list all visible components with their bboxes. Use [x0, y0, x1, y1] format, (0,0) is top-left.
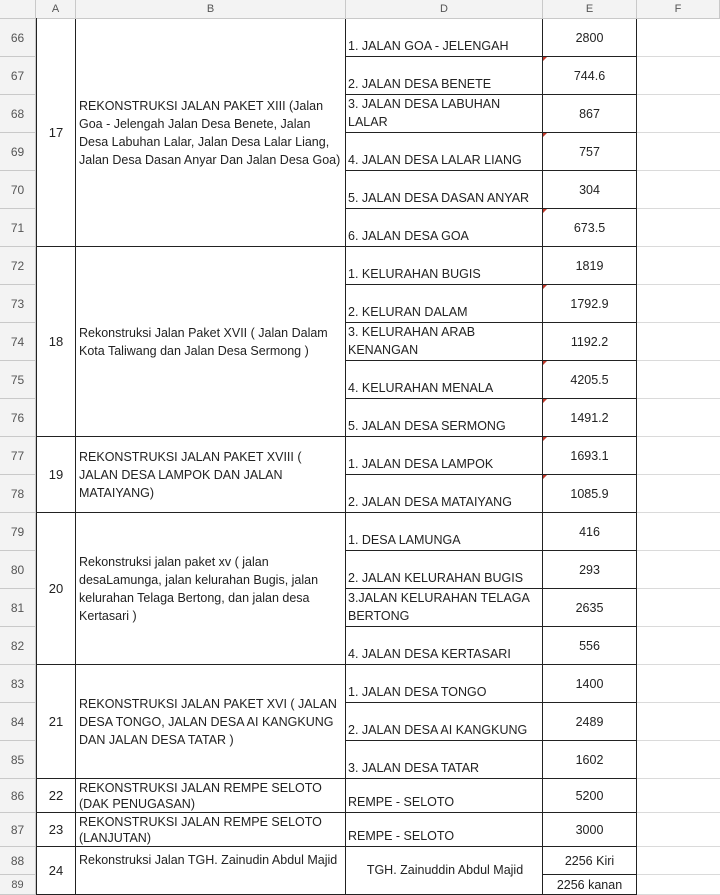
item-name-cell[interactable]: 4. KELURAHAN MENALA: [346, 361, 543, 399]
item-value-text: 673.5: [573, 220, 606, 235]
item-value-cell[interactable]: 1602: [543, 741, 637, 779]
comment-indicator-icon[interactable]: [543, 133, 547, 137]
empty-cell[interactable]: [637, 437, 720, 475]
item-name-cell[interactable]: 6. JALAN DESA GOA: [346, 209, 543, 247]
row-header-83[interactable]: 83: [0, 665, 36, 703]
item-name-cell[interactable]: 5. JALAN DESA SERMONG: [346, 399, 543, 437]
item-value-cell[interactable]: 2635: [543, 589, 637, 627]
empty-cell[interactable]: [637, 285, 720, 323]
item-name-cell[interactable]: REMPE - SELOTO: [346, 813, 543, 847]
row-header-86[interactable]: 86: [0, 779, 36, 813]
group-description-cell[interactable]: REKONSTRUKSI JALAN PAKET XVI ( JALAN DESA TONGO, JALAN DESA AI KANGKUNG DAN JALAN DESA TATAR ): [76, 665, 346, 779]
item-name-cell[interactable]: 4. JALAN DESA LALAR LIANG: [346, 133, 543, 171]
row-header-79[interactable]: 79: [0, 513, 36, 551]
empty-cell[interactable]: [637, 847, 720, 875]
item-name-cell[interactable]: 1. KELURAHAN BUGIS: [346, 247, 543, 285]
empty-cell[interactable]: [637, 703, 720, 741]
row-header-74[interactable]: 74: [0, 323, 36, 361]
group-number-cell[interactable]: 23: [37, 813, 76, 847]
empty-cell[interactable]: [637, 209, 720, 247]
column-header-f[interactable]: F: [637, 0, 720, 18]
group-number-cell[interactable]: 20: [37, 513, 76, 665]
item-value-text: 1085.9: [570, 486, 609, 501]
select-all-corner[interactable]: [0, 0, 36, 18]
row-header-73[interactable]: 73: [0, 285, 36, 323]
empty-cell[interactable]: [637, 95, 720, 133]
empty-cell[interactable]: [637, 399, 720, 437]
empty-cell[interactable]: [637, 171, 720, 209]
item-name-cell[interactable]: 2. KELURAN DALAM: [346, 285, 543, 323]
item-value-cell[interactable]: [543, 361, 637, 399]
row-header-77[interactable]: 77: [0, 437, 36, 475]
item-name-cell[interactable]: 3.JALAN KELURAHAN TELAGA BERTONG: [346, 589, 543, 627]
item-value-cell[interactable]: 2256 kanan: [543, 875, 637, 895]
item-value-text: 1792.9: [570, 296, 609, 311]
item-value-cell[interactable]: 416: [543, 513, 637, 551]
item-value-cell[interactable]: 5200: [543, 779, 637, 813]
group-description-cell[interactable]: REKONSTRUKSI JALAN PAKET XIII (Jalan Goa - Jelengah Jalan Desa Benete, Jalan Desa Labuhan Lalar, Jalan Desa Lalar Liang, Jalan Desa Dasan Anyar Dan Jalan Desa Goa): [76, 19, 346, 247]
item-value-cell[interactable]: [543, 437, 637, 475]
empty-cell[interactable]: [637, 741, 720, 779]
item-value-cell[interactable]: 3000: [543, 813, 637, 847]
empty-cell[interactable]: [637, 57, 720, 95]
item-value-cell[interactable]: 867: [543, 95, 637, 133]
item-name-cell[interactable]: 3. JALAN DESA TATAR: [346, 741, 543, 779]
comment-indicator-icon[interactable]: [543, 399, 547, 403]
item-name-cell[interactable]: 3. JALAN DESA LABUHAN LALAR: [346, 95, 543, 133]
item-name-cell[interactable]: 1. JALAN DESA LAMPOK: [346, 437, 543, 475]
empty-cell[interactable]: [637, 361, 720, 399]
group-number-cell[interactable]: 18: [37, 247, 76, 437]
row-header-66[interactable]: 66: [0, 19, 36, 57]
item-name-cell[interactable]: 2. JALAN DESA BENETE: [346, 57, 543, 95]
item-value-cell[interactable]: 1819: [543, 247, 637, 285]
row-header-69[interactable]: 69: [0, 133, 36, 171]
comment-indicator-icon[interactable]: [543, 209, 547, 213]
row-header-84[interactable]: 84: [0, 703, 36, 741]
item-name-cell[interactable]: TGH. Zainuddin Abdul Majid: [346, 847, 543, 895]
comment-indicator-icon[interactable]: [543, 285, 547, 289]
column-header-d[interactable]: D: [346, 0, 543, 18]
item-value-cell[interactable]: [543, 133, 637, 171]
group-number-cell[interactable]: 19: [37, 437, 76, 513]
row-header-88[interactable]: 88: [0, 847, 36, 875]
item-value-text: 744.6: [573, 68, 606, 83]
item-value-cell[interactable]: 2800: [543, 19, 637, 57]
empty-cell[interactable]: [637, 813, 720, 847]
group-description-cell[interactable]: Rekonstruksi Jalan TGH. Zainudin Abdul Majid: [76, 847, 346, 895]
row-header-87[interactable]: 87: [0, 813, 36, 847]
item-value-cell[interactable]: 293: [543, 551, 637, 589]
empty-cell[interactable]: [637, 627, 720, 665]
column-header-bar: [0, 0, 720, 19]
group-description-cell[interactable]: Rekonstruksi jalan paket xv ( jalan desaLamunga, jalan kelurahan Bugis, jalan kelurahan Telaga Bertong, dan jalan desa Kertasari ): [76, 513, 346, 665]
item-name-cell[interactable]: 4. JALAN DESA KERTASARI: [346, 627, 543, 665]
empty-cell[interactable]: [637, 323, 720, 361]
group-description-cell[interactable]: Rekonstruksi Jalan Paket XVII ( Jalan Dalam Kota Taliwang dan Jalan Desa Sermong ): [76, 247, 346, 437]
item-value-text: 1693.1: [570, 448, 609, 463]
comment-indicator-icon[interactable]: [543, 57, 547, 61]
empty-cell[interactable]: [637, 19, 720, 57]
row-header-68[interactable]: 68: [0, 95, 36, 133]
row-header-75[interactable]: 75: [0, 361, 36, 399]
row-header-82[interactable]: 82: [0, 627, 36, 665]
group-description-cell[interactable]: REKONSTRUKSI JALAN PAKET XVIII ( JALAN DESA LAMPOK DAN JALAN MATAIYANG): [76, 437, 346, 513]
item-value-cell[interactable]: 2256 Kiri: [543, 847, 637, 875]
column-header-e[interactable]: E: [543, 0, 637, 18]
item-value-cell[interactable]: [543, 399, 637, 437]
empty-cell[interactable]: [637, 665, 720, 703]
item-name-cell[interactable]: 5. JALAN DESA DASAN ANYAR: [346, 171, 543, 209]
item-value-cell[interactable]: 2489: [543, 703, 637, 741]
row-header-70[interactable]: 70: [0, 171, 36, 209]
row-header-76[interactable]: 76: [0, 399, 36, 437]
item-value-cell[interactable]: [543, 209, 637, 247]
item-value-cell[interactable]: [543, 57, 637, 95]
item-value-cell[interactable]: 1192.2: [543, 323, 637, 361]
empty-cell[interactable]: [637, 513, 720, 551]
item-name-cell[interactable]: 1. JALAN DESA TONGO: [346, 665, 543, 703]
item-name-cell[interactable]: REMPE - SELOTO: [346, 779, 543, 813]
item-value-cell[interactable]: 304: [543, 171, 637, 209]
row-header-67[interactable]: 67: [0, 57, 36, 95]
row-header-85[interactable]: 85: [0, 741, 36, 779]
row-header-78[interactable]: 78: [0, 475, 36, 513]
item-value-text: 1491.2: [570, 410, 609, 425]
group-number-cell[interactable]: 24: [37, 847, 76, 895]
item-value-cell[interactable]: [543, 285, 637, 323]
empty-cell[interactable]: [637, 133, 720, 171]
group-description-cell[interactable]: REKONSTRUKSI JALAN REMPE SELOTO (DAK PENUGASAN): [76, 779, 346, 813]
item-value-cell[interactable]: 1400: [543, 665, 637, 703]
group-number-cell[interactable]: 22: [37, 779, 76, 813]
empty-cell[interactable]: [637, 247, 720, 285]
item-name-cell[interactable]: 1. JALAN GOA - JELENGAH: [346, 19, 543, 57]
comment-indicator-icon[interactable]: [543, 361, 547, 365]
column-header-a[interactable]: A: [36, 0, 76, 18]
item-name-cell[interactable]: 3. KELURAHAN ARAB KENANGAN: [346, 323, 543, 361]
item-name-cell[interactable]: 1. DESA LAMUNGA: [346, 513, 543, 551]
row-header-80[interactable]: 80: [0, 551, 36, 589]
empty-cell[interactable]: [637, 779, 720, 813]
item-value-text: 4205.5: [570, 372, 609, 387]
group-description-cell[interactable]: REKONSTRUKSI JALAN REMPE SELOTO (LANJUTAN): [76, 813, 346, 847]
group-number-cell[interactable]: 21: [37, 665, 76, 779]
item-value-text: 757: [579, 144, 600, 159]
empty-cell[interactable]: [637, 475, 720, 513]
empty-cell[interactable]: [637, 589, 720, 627]
item-name-cell[interactable]: 2. JALAN DESA AI KANGKUNG: [346, 703, 543, 741]
column-header-b[interactable]: B: [76, 0, 346, 18]
row-header-72[interactable]: 72: [0, 247, 36, 285]
empty-cell[interactable]: [637, 875, 720, 895]
item-value-cell[interactable]: [543, 475, 637, 513]
item-name-cell[interactable]: 2. JALAN KELURAHAN BUGIS: [346, 551, 543, 589]
item-name-cell[interactable]: 2. JALAN DESA MATAIYANG: [346, 475, 543, 513]
row-header-89[interactable]: 89: [0, 875, 36, 895]
row-header-81[interactable]: 81: [0, 589, 36, 627]
comment-indicator-icon[interactable]: [543, 475, 547, 479]
comment-indicator-icon[interactable]: [543, 437, 547, 441]
group-number-cell[interactable]: 17: [37, 19, 76, 247]
empty-cell[interactable]: [637, 551, 720, 589]
row-header-71[interactable]: 71: [0, 209, 36, 247]
item-value-cell[interactable]: 556: [543, 627, 637, 665]
